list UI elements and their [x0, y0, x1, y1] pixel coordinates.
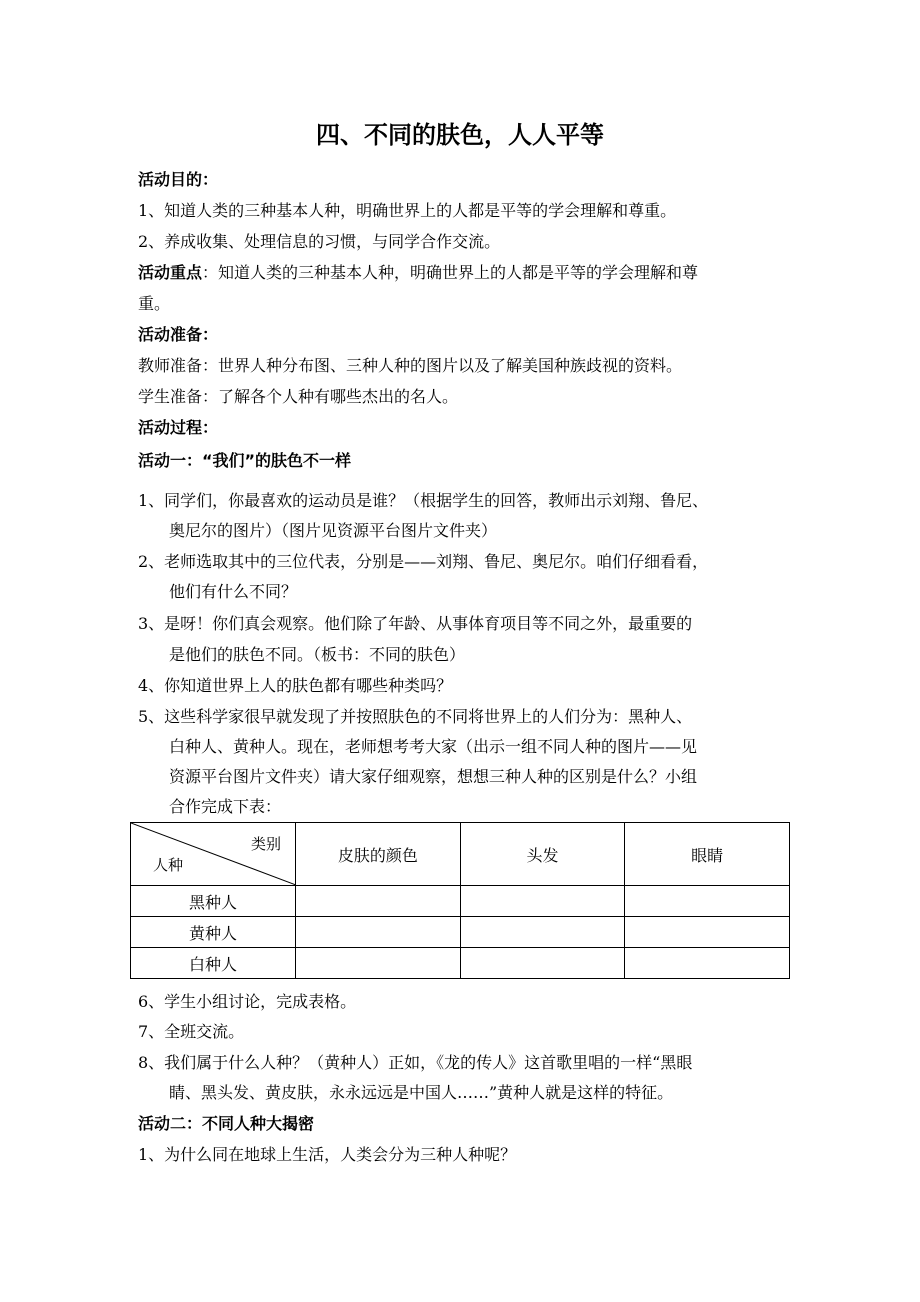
column-header: 眼睛: [625, 823, 790, 886]
process-heading: 活动过程：: [138, 418, 219, 437]
activity1-item5: 5、这些科学家很早就发现了并按照肤色的不同将世界上的人们分为：黑种人、: [138, 707, 693, 726]
table-cell: [296, 886, 461, 917]
activity1-item5-cont: 资源平台图片文件夹）请大家仔细观察，想想三种人种的区别是什么？小组: [169, 767, 698, 786]
row-header: 白种人: [131, 948, 296, 979]
activity1-item3: 3、是呀！你们真会观察。他们除了年龄、从事体育项目等不同之外，最重要的: [138, 614, 693, 633]
column-header: 头发: [460, 823, 625, 886]
focus-paragraph: [138, 263, 698, 283]
objective-item: 2、养成收集、处理信息的习惯，与同学合作交流。: [138, 232, 501, 251]
objectives-heading: 活动目的：: [138, 170, 219, 189]
table-cell: [625, 917, 790, 948]
focus-label: 活动重点: [138, 263, 203, 282]
table-cell: [460, 917, 625, 948]
column-header: 皮肤的颜色: [296, 823, 461, 886]
teacher-preparation: 教师准备：世界人种分布图、三种人种的图片以及了解美国种族歧视的资料。: [138, 356, 683, 375]
activity1-item2-cont: 他们有什么不同？: [169, 582, 298, 601]
table-cell: [296, 917, 461, 948]
activity1-item5-cont: 合作完成下表：: [169, 797, 282, 816]
table-cell: [460, 886, 625, 917]
preparation-heading: 活动准备：: [138, 325, 219, 344]
table-cell: [296, 948, 461, 979]
row-header: 黄种人: [131, 917, 296, 948]
activity1-item7: 7、全班交流。: [138, 1022, 245, 1041]
activity1-item8-cont: 睛、黑头发、黄皮肤，永永远远是中国人……”黄种人就是这样的特征。: [169, 1083, 674, 1102]
focus-text-cont: 重。: [138, 294, 171, 313]
activity2-item1: 1、为什么同在地球上生活，人类会分为三种人种呢？: [138, 1145, 517, 1164]
table-header-row: [131, 823, 790, 886]
table-cell: [460, 948, 625, 979]
activity1-heading: 活动一：“我们”的肤色不一样: [138, 451, 352, 470]
page-title: 四、不同的肤色，人人平等: [316, 121, 604, 149]
row-header: 黑种人: [131, 886, 296, 917]
corner-label-race: 人种: [153, 856, 184, 874]
activity1-item5-cont: 白种人、黄种人。现在，老师想考考大家（出示一组不同人种的图片——见: [169, 737, 698, 756]
race-comparison-table: [130, 822, 790, 979]
activity1-item8: 8、我们属于什么人种？（黄种人）正如，《龙的传人》这首歌里唱的一样“黑眼: [138, 1053, 693, 1072]
activity1-item1: 1、同学们，你最喜欢的运动员是谁？（根据学生的回答，教师出示刘翔、鲁尼、: [138, 491, 709, 510]
activity1-item3-cont: 是他们的肤色不同。（板书：不同的肤色）: [169, 645, 466, 664]
activity1-item1-cont: 奥尼尔的图片）（图片见资源平台图片文件夹）: [169, 521, 498, 540]
table-row: [131, 886, 790, 917]
activity1-item4: 4、你知道世界上人的肤色都有哪些种类吗？: [138, 676, 453, 695]
activity1-item2: 2、老师选取其中的三位代表，分别是——刘翔、鲁尼、奥尼尔。咱们仔细看看，: [138, 552, 709, 571]
table-corner-cell: [131, 823, 296, 886]
focus-text: ：知道人类的三种基本人种，明确世界上的人都是平等的学会理解和尊: [202, 263, 699, 282]
activity2-heading: 活动二：不同人种大揭密: [138, 1114, 315, 1133]
activity1-item6: 6、学生小组讨论，完成表格。: [138, 992, 357, 1011]
table-cell: [625, 948, 790, 979]
table-row: [131, 948, 790, 979]
objective-item: 1、知道人类的三种基本人种，明确世界上的人都是平等的学会理解和尊重。: [138, 201, 677, 220]
student-preparation: 学生准备：了解各个人种有哪些杰出的名人。: [138, 387, 459, 406]
corner-label-category: 类别: [250, 835, 281, 853]
table-row: [131, 917, 790, 948]
table-cell: [625, 886, 790, 917]
